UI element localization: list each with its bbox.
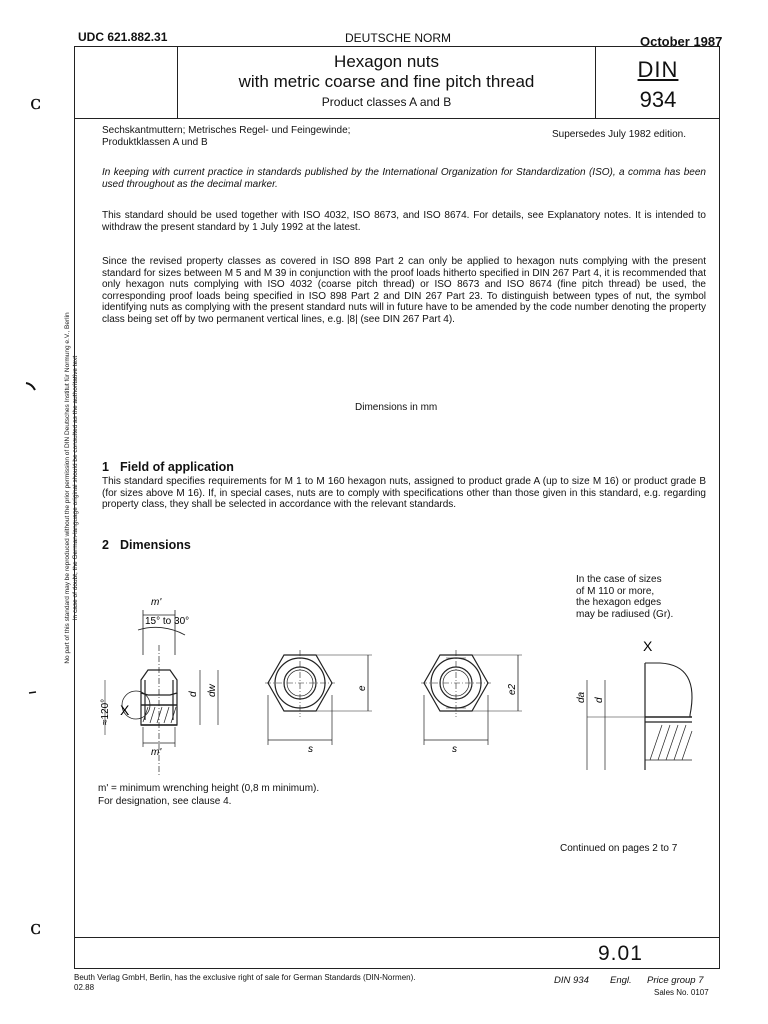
footer-language: Engl. [610,975,632,986]
title-line-1: Hexagon nuts [334,52,439,71]
e2-label: e2 [507,683,518,695]
page-code: 9.01 [598,942,643,965]
m-prime-bottom-label: m' [151,747,162,758]
title-line-3: Product classes A and B [321,95,452,109]
angle-120-label: ≈120° [100,698,111,725]
comma-note: In keeping with current practice in standards published by the International Organization for Standardization (ISO), a comma has been used throughout as the decimal marker. [102,167,706,190]
din-number: 934 [639,87,677,112]
m-prime-top-label: m' [151,597,162,608]
footer-sales-number: Sales No. 0107 [654,988,709,997]
figure-caption-1: m' = minimum wrenching height (0,8 m minimum). [98,783,320,794]
publisher-note: Beuth Verlag GmbH, Berlin, has the exclusive right of sale for German Standards (DIN-Normen). [74,973,416,982]
section-2-title: Dimensions [120,538,191,552]
d-label-detail: d [594,697,605,703]
da-label: da [576,691,587,703]
section-2-number: 2 [102,538,109,552]
figure-caption-2: For designation, see clause 4. [98,796,232,807]
dimensions-note: Dimensions in mm [355,402,438,413]
section-1-number: 1 [102,460,109,474]
s-label-1: s [308,744,313,755]
footer-divider [74,937,720,938]
binder-tick-bottom [28,690,38,696]
binder-tick-top [24,380,38,394]
nut-top-view-1 [265,650,372,745]
footer-price-group: Price group 7 [647,975,704,986]
property-class-paragraph: Since the revised property classes as covered in ISO 898 Part 2 can only be applied to hexagon nuts complying with the present standard for sizes between M 5 and M 39 in conjunction with the proof loads hitherto specified in DIN 267 Part 4, it is recommended that only hexagon nuts complying with ISO 4032 (coarse pitch thread) or ISO 8673 and ISO 8674 (fine pitch thread) be used, the corresponding proof loads being specified in ISO 898 Part 2 and DIN 267 Part 23. To distinguish between types of nut, the symbol identifying nuts as complying with the present standard nuts will in future have to be amended by the code number denoting the property class being set off by two permanent vertical lines, e.g. |8| (see DIN 267 Part 4). [102,256,706,325]
german-title-line-2: Produktklassen A und B [102,137,208,148]
usage-paragraph: This standard should be used together with ISO 4032, ISO 8673, and ISO 8674. For details, see Explanatory notes. It is intended to withdraw the present standard by 1 July 1992 at the latest. [102,210,706,233]
supersedes-note: Supersedes July 1982 edition. [552,129,686,140]
detail-x-label: X [120,702,130,718]
section-1-text: This standard specifies requirements for M 1 to M 160 hexagon nuts, assigned to product grade A (up to size M 16) or product grade B (for sizes above M 16). If, in special cases, nuts are to comply with specifications other than those given in this standard, e.g. regarding property class, they shall be selected in accordance with the relevant standards. [102,476,706,510]
copyright-side-note [64,278,80,698]
deutsche-norm-label: DEUTSCHE NORM [345,31,452,45]
e-label: e [357,685,368,691]
radiused-note-line-3: the hexagon edges [576,597,662,608]
radiused-note-line-1: In the case of sizes [576,574,662,585]
nut-side-view [105,610,218,775]
binder-mark-top: ᴄ [30,90,42,114]
dw-label: dw [207,684,218,697]
radiused-note-line-2: of M 110 or more, [576,585,655,597]
footer-din-ref: DIN 934 [554,975,589,986]
hexagon-nut-drawing [90,585,710,780]
publication-date: October 1987 [640,34,723,49]
udc-number: UDC 621.882.31 [78,30,168,44]
s-label-2: s [452,744,457,755]
side-note-line-1: No part of this standard may be reproduced without the prior permission of DIN Deutsches Institut für Normung e.V., Berlin [64,312,71,664]
title-divider-bottom [74,118,720,119]
din-label: DIN [637,57,679,82]
german-title-line-1: Sechskantmuttern; Metrisches Regel- und Feingewinde; [102,125,351,136]
section-1-title: Field of application [120,460,234,474]
side-note-line-2: In case of doubt, the German-language original should be consulted as the authoritative text [72,355,79,621]
nut-top-view-2 [421,650,522,745]
d-label-side: d [188,691,199,697]
detail-x-title: X [643,638,653,654]
title-line-2: with metric coarse and fine pitch thread [238,72,535,91]
continued-note: Continued on pages 2 to 7 [560,843,678,854]
detail-x-view [587,663,692,770]
binder-mark-bottom: ᴄ [30,915,42,939]
radiused-note-line-4: may be radiused (Gr). [576,608,674,620]
chamfer-angle-label: 15° to 30° [145,616,190,627]
date-code: 02.88 [74,983,95,992]
